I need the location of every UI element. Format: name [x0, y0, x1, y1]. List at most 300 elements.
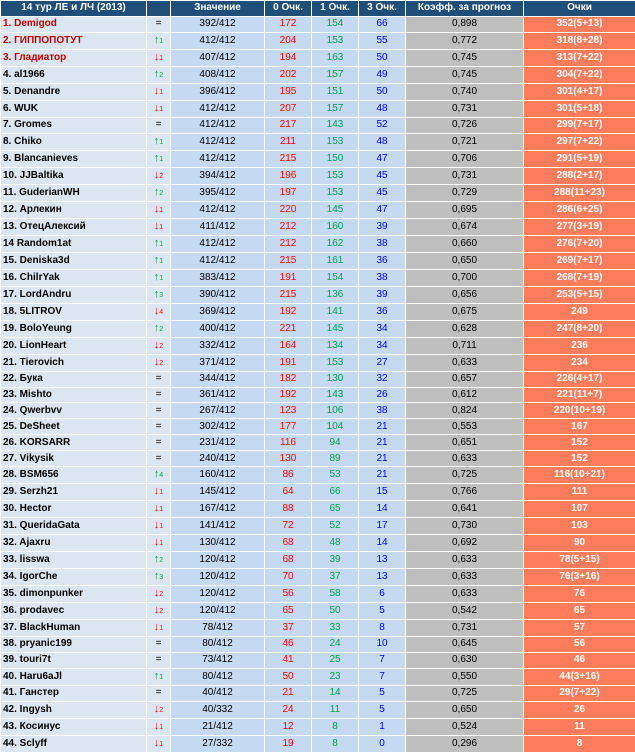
coefficient-cell: 0,524 — [406, 718, 524, 735]
value-cell: 40/412 — [171, 685, 265, 701]
header-row — [1, 1, 635, 17]
position-change — [147, 167, 171, 184]
equal-sign: = — [156, 119, 162, 130]
value-cell: 120/412 — [171, 586, 265, 603]
position-change-count: 2 — [159, 360, 163, 367]
three-points-cell: 26 — [359, 387, 406, 403]
position-change-count: 1 — [159, 241, 163, 248]
player-name: 39. touri7t — [1, 652, 147, 668]
points-cell: 301(5+18) — [524, 100, 635, 117]
zero-points-cell: 65 — [265, 603, 312, 620]
position-change-count: 1 — [159, 55, 163, 62]
position-change — [147, 100, 171, 117]
position-change — [147, 235, 171, 252]
position-change — [147, 32, 171, 49]
one-point-cell: 161 — [312, 252, 359, 269]
value-cell: 369/412 — [171, 303, 265, 320]
value-cell: 21/412 — [171, 718, 265, 735]
table-row — [1, 235, 635, 252]
table-row — [1, 735, 635, 752]
points-cell: 103 — [524, 518, 635, 535]
zero-points-cell: 64 — [265, 484, 312, 501]
coefficient-cell: 0,633 — [406, 586, 524, 603]
position-change — [147, 150, 171, 167]
coefficient-cell: 0,633 — [406, 569, 524, 586]
player-name: 2. ГИППОПОТУТ — [1, 32, 147, 49]
one-point-cell: 53 — [312, 467, 359, 484]
coefficient-cell: 0,700 — [406, 269, 524, 286]
player-name: 20. LionHeart — [1, 337, 147, 354]
value-cell: 145/412 — [171, 484, 265, 501]
value-cell: 412/412 — [171, 133, 265, 150]
player-name: 3. Гладиатор — [1, 49, 147, 66]
zero-points-cell: 12 — [265, 718, 312, 735]
three-points-cell: 55 — [359, 32, 406, 49]
points-cell: 297(7+22) — [524, 133, 635, 150]
points-cell: 107 — [524, 501, 635, 518]
player-name: 21. Tierovich — [1, 354, 147, 371]
zero-points-cell: 197 — [265, 184, 312, 201]
one-point-cell: 58 — [312, 586, 359, 603]
arrow-down-icon: ↓ — [154, 220, 160, 232]
three-points-cell: 50 — [359, 83, 406, 100]
three-points-cell: 15 — [359, 484, 406, 501]
value-cell: 40/332 — [171, 701, 265, 718]
value-cell: 407/412 — [171, 49, 265, 66]
value-cell: 344/412 — [171, 371, 265, 387]
zero-points-cell: 194 — [265, 49, 312, 66]
coefficient-cell: 0,731 — [406, 100, 524, 117]
position-change — [147, 83, 171, 100]
position-change — [147, 117, 171, 133]
value-cell: 120/412 — [171, 552, 265, 569]
points-cell: 313(7+22) — [524, 49, 635, 66]
zero-points-cell: 130 — [265, 451, 312, 467]
table-row — [1, 518, 635, 535]
points-cell: 288(2+17) — [524, 167, 635, 184]
zero-points-cell: 195 — [265, 83, 312, 100]
zero-points-cell: 41 — [265, 652, 312, 668]
coefficient-cell: 0,542 — [406, 603, 524, 620]
three-points-cell: 45 — [359, 184, 406, 201]
one-point-cell: 143 — [312, 387, 359, 403]
one-point-cell: 160 — [312, 218, 359, 235]
zero-points-cell: 21 — [265, 685, 312, 701]
three-points-cell: 39 — [359, 218, 406, 235]
player-name: 26. KORSARR — [1, 435, 147, 451]
one-point-cell: 39 — [312, 552, 359, 569]
zero-points-cell: 221 — [265, 320, 312, 337]
coefficient-cell: 0,731 — [406, 167, 524, 184]
position-change-count: 1 — [159, 625, 163, 632]
coefficient-cell: 0,731 — [406, 620, 524, 637]
equal-sign: = — [156, 437, 162, 448]
position-change-count: 1 — [159, 139, 163, 146]
coefficient-cell: 0,898 — [406, 16, 524, 32]
position-change — [147, 303, 171, 320]
table-row — [1, 184, 635, 201]
table-row — [1, 337, 635, 354]
position-change — [147, 569, 171, 586]
value-cell: 361/412 — [171, 387, 265, 403]
arrow-down-icon: ↓ — [154, 536, 160, 548]
position-change — [147, 133, 171, 150]
one-point-cell: 25 — [312, 652, 359, 668]
position-change — [147, 16, 171, 32]
value-cell: 394/412 — [171, 167, 265, 184]
zero-points-cell: 191 — [265, 269, 312, 286]
position-change-count: 4 — [159, 309, 163, 316]
table-row — [1, 569, 635, 586]
position-change — [147, 337, 171, 354]
player-name: 37. BlackHuman — [1, 620, 147, 637]
zero-points-cell: 56 — [265, 586, 312, 603]
table-title: 14 тур ЛЕ и ЛЧ (2013) — [1, 1, 147, 17]
equal-sign: = — [156, 453, 162, 464]
position-change — [147, 467, 171, 484]
coefficient-cell: 0,650 — [406, 252, 524, 269]
table-row — [1, 718, 635, 735]
zero-points-cell: 50 — [265, 668, 312, 685]
position-change — [147, 603, 171, 620]
position-change-count: 2 — [159, 608, 163, 615]
table-row — [1, 419, 635, 435]
three-points-cell: 21 — [359, 435, 406, 451]
position-change — [147, 668, 171, 685]
three-points-cell: 34 — [359, 337, 406, 354]
table-row — [1, 652, 635, 668]
value-cell: 371/412 — [171, 354, 265, 371]
three-points-cell: 49 — [359, 66, 406, 83]
player-name: 34. IgorChe — [1, 569, 147, 586]
value-cell: 412/412 — [171, 100, 265, 117]
coefficient-cell: 0,550 — [406, 668, 524, 685]
one-point-cell: 104 — [312, 419, 359, 435]
three-points-cell: 38 — [359, 235, 406, 252]
coefficient-cell: 0,633 — [406, 354, 524, 371]
zero-points-cell: 202 — [265, 66, 312, 83]
coefficient-cell: 0,726 — [406, 117, 524, 133]
one-point-cell: 33 — [312, 620, 359, 637]
points-cell: 152 — [524, 451, 635, 467]
table-row — [1, 150, 635, 167]
position-change-count: 1 — [159, 674, 163, 681]
three-points-cell: 1 — [359, 718, 406, 735]
position-change — [147, 371, 171, 387]
position-change — [147, 66, 171, 83]
position-change-count: 1 — [159, 207, 163, 214]
points-cell: 318(8+28) — [524, 32, 635, 49]
one-point-cell: 37 — [312, 569, 359, 586]
coefficient-cell: 0,766 — [406, 484, 524, 501]
position-change-count: 1 — [159, 38, 163, 45]
table-row — [1, 66, 635, 83]
value-cell: 412/412 — [171, 201, 265, 218]
three-points-cell: 6 — [359, 586, 406, 603]
arrow-up-icon: ↑ — [154, 322, 160, 334]
three-points-cell: 50 — [359, 49, 406, 66]
points-cell: 26 — [524, 701, 635, 718]
coefficient-cell: 0,630 — [406, 652, 524, 668]
three-points-cell: 8 — [359, 620, 406, 637]
table-row — [1, 387, 635, 403]
one-point-cell: 52 — [312, 518, 359, 535]
one-point-cell: 136 — [312, 286, 359, 303]
position-change-count: 1 — [159, 106, 163, 113]
arrow-down-icon: ↓ — [154, 169, 160, 181]
points-cell: 253(5+15) — [524, 286, 635, 303]
coefficient-cell: 0,695 — [406, 201, 524, 218]
player-name: 25. DeSheet — [1, 419, 147, 435]
value-cell: 267/412 — [171, 403, 265, 419]
one-point-cell: 23 — [312, 668, 359, 685]
one-point-cell: 65 — [312, 501, 359, 518]
player-name: 32. Ajaxru — [1, 535, 147, 552]
player-name: 27. Vikysik — [1, 451, 147, 467]
position-change-count: 1 — [159, 523, 163, 530]
one-point-cell: 48 — [312, 535, 359, 552]
player-name: 11. GuderianWH — [1, 184, 147, 201]
coefficient-cell: 0,645 — [406, 637, 524, 653]
position-change-count: 2 — [159, 173, 163, 180]
three-points-cell: 21 — [359, 451, 406, 467]
one-point-cell: 154 — [312, 16, 359, 32]
header-three-points: 3 Очк. — [359, 1, 406, 17]
header-coefficient: Коэфф. за прогноз — [406, 1, 524, 17]
points-cell: 220(10+19) — [524, 403, 635, 419]
position-change-count: 1 — [159, 741, 163, 748]
player-name: 41. Ганстер — [1, 685, 147, 701]
points-cell: 167 — [524, 419, 635, 435]
zero-points-cell: 191 — [265, 354, 312, 371]
table-row — [1, 252, 635, 269]
table-row — [1, 133, 635, 150]
points-cell: 57 — [524, 620, 635, 637]
position-change — [147, 184, 171, 201]
equal-sign: = — [156, 389, 162, 400]
one-point-cell: 134 — [312, 337, 359, 354]
player-name: 8. Chiko — [1, 133, 147, 150]
zero-points-cell: 217 — [265, 117, 312, 133]
one-point-cell: 153 — [312, 32, 359, 49]
three-points-cell: 47 — [359, 150, 406, 167]
coefficient-cell: 0,824 — [406, 403, 524, 419]
coefficient-cell: 0,692 — [406, 535, 524, 552]
zero-points-cell: 46 — [265, 637, 312, 653]
one-point-cell: 163 — [312, 49, 359, 66]
points-cell: 226(4+17) — [524, 371, 635, 387]
zero-points-cell: 192 — [265, 303, 312, 320]
coefficient-cell: 0,657 — [406, 371, 524, 387]
three-points-cell: 47 — [359, 201, 406, 218]
coefficient-cell: 0,651 — [406, 435, 524, 451]
points-cell: 247(8+20) — [524, 320, 635, 337]
coefficient-cell: 0,772 — [406, 32, 524, 49]
coefficient-cell: 0,296 — [406, 735, 524, 752]
one-point-cell: 50 — [312, 603, 359, 620]
player-name: 1. Demigod — [1, 16, 147, 32]
points-cell: 249 — [524, 303, 635, 320]
position-change-count: 1 — [159, 275, 163, 282]
zero-points-cell: 212 — [265, 235, 312, 252]
table-row — [1, 269, 635, 286]
equal-sign: = — [156, 638, 162, 649]
player-name: 10. JJBaltika — [1, 167, 147, 184]
table-row — [1, 685, 635, 701]
three-points-cell: 48 — [359, 100, 406, 117]
value-cell: 231/412 — [171, 435, 265, 451]
zero-points-cell: 70 — [265, 569, 312, 586]
three-points-cell: 10 — [359, 637, 406, 653]
player-name: 31. QueridaGata — [1, 518, 147, 535]
position-change-count: 2 — [159, 343, 163, 350]
three-points-cell: 17 — [359, 518, 406, 535]
arrow-down-icon: ↓ — [154, 621, 160, 633]
table-row — [1, 603, 635, 620]
one-point-cell: 130 — [312, 371, 359, 387]
points-cell: 29(7+22) — [524, 685, 635, 701]
zero-points-cell: 37 — [265, 620, 312, 637]
points-cell: 234 — [524, 354, 635, 371]
player-name: 33. lisswa — [1, 552, 147, 569]
table-row — [1, 167, 635, 184]
value-cell: 73/412 — [171, 652, 265, 668]
position-change — [147, 484, 171, 501]
table-row — [1, 484, 635, 501]
three-points-cell: 36 — [359, 252, 406, 269]
zero-points-cell: 68 — [265, 552, 312, 569]
value-cell: 412/412 — [171, 117, 265, 133]
zero-points-cell: 215 — [265, 286, 312, 303]
equal-sign: = — [156, 687, 162, 698]
zero-points-cell: 204 — [265, 32, 312, 49]
arrow-down-icon: ↓ — [154, 339, 160, 351]
value-cell: 395/412 — [171, 184, 265, 201]
points-cell: 276(7+20) — [524, 235, 635, 252]
value-cell: 120/412 — [171, 603, 265, 620]
position-change-count: 2 — [159, 72, 163, 79]
table-row — [1, 100, 635, 117]
points-cell: 8 — [524, 735, 635, 752]
position-change — [147, 435, 171, 451]
table-row — [1, 320, 635, 337]
arrow-down-icon: ↓ — [154, 703, 160, 715]
one-point-cell: 66 — [312, 484, 359, 501]
three-points-cell: 38 — [359, 403, 406, 419]
value-cell: 167/412 — [171, 501, 265, 518]
one-point-cell: 162 — [312, 235, 359, 252]
header-points: Очки — [524, 1, 635, 17]
one-point-cell: 8 — [312, 735, 359, 752]
position-change-count: 1 — [159, 156, 163, 163]
zero-points-cell: 192 — [265, 387, 312, 403]
coefficient-cell: 0,730 — [406, 518, 524, 535]
coefficient-cell: 0,656 — [406, 286, 524, 303]
zero-points-cell: 220 — [265, 201, 312, 218]
zero-points-cell: 207 — [265, 100, 312, 117]
coefficient-cell: 0,706 — [406, 150, 524, 167]
coefficient-cell: 0,633 — [406, 451, 524, 467]
equal-sign: = — [156, 373, 162, 384]
arrow-up-icon: ↑ — [154, 34, 160, 46]
coefficient-cell: 0,674 — [406, 218, 524, 235]
table-row — [1, 218, 635, 235]
position-change — [147, 320, 171, 337]
three-points-cell: 27 — [359, 354, 406, 371]
player-name: 6. WUK — [1, 100, 147, 117]
arrow-up-icon: ↑ — [154, 271, 160, 283]
value-cell: 332/412 — [171, 337, 265, 354]
zero-points-cell: 215 — [265, 252, 312, 269]
table-row — [1, 467, 635, 484]
table-row — [1, 16, 635, 32]
header-zero-points: 0 Очк. — [265, 1, 312, 17]
position-change-count: 1 — [159, 89, 163, 96]
value-cell: 411/412 — [171, 218, 265, 235]
points-cell: 301(4+17) — [524, 83, 635, 100]
position-change — [147, 286, 171, 303]
position-change — [147, 354, 171, 371]
arrow-up-icon: ↑ — [154, 237, 160, 249]
position-change-count: 3 — [159, 574, 163, 581]
value-cell: 412/412 — [171, 252, 265, 269]
position-change — [147, 652, 171, 668]
points-cell: 11 — [524, 718, 635, 735]
arrow-up-icon: ↑ — [154, 152, 160, 164]
player-name: 23. Mishto — [1, 387, 147, 403]
arrow-down-icon: ↓ — [154, 51, 160, 63]
position-change-count: 1 — [159, 224, 163, 231]
one-point-cell: 151 — [312, 83, 359, 100]
position-change — [147, 49, 171, 66]
value-cell: 160/412 — [171, 467, 265, 484]
points-cell: 65 — [524, 603, 635, 620]
table-row — [1, 701, 635, 718]
points-cell: 299(7+17) — [524, 117, 635, 133]
equal-sign: = — [156, 654, 162, 665]
three-points-cell: 48 — [359, 133, 406, 150]
coefficient-cell: 0,612 — [406, 387, 524, 403]
coefficient-cell: 0,641 — [406, 501, 524, 518]
player-name: 24. Qwerbvv — [1, 403, 147, 419]
position-change-count: 1 — [159, 258, 163, 265]
points-cell: 288(11+23) — [524, 184, 635, 201]
arrow-down-icon: ↓ — [154, 85, 160, 97]
position-change-count: 4 — [159, 472, 163, 479]
position-change — [147, 735, 171, 752]
position-change-count: 2 — [159, 591, 163, 598]
player-name: 15. Deniska3d — [1, 252, 147, 269]
table-row — [1, 83, 635, 100]
points-cell: 352(5+13) — [524, 16, 635, 32]
zero-points-cell: 211 — [265, 133, 312, 150]
equal-sign: = — [156, 405, 162, 416]
table-row — [1, 586, 635, 603]
points-cell: 291(5+19) — [524, 150, 635, 167]
table-row — [1, 535, 635, 552]
zero-points-cell: 86 — [265, 467, 312, 484]
table-row — [1, 501, 635, 518]
value-cell: 392/412 — [171, 16, 265, 32]
coefficient-cell: 0,745 — [406, 66, 524, 83]
coefficient-cell: 0,721 — [406, 133, 524, 150]
arrow-down-icon: ↓ — [154, 587, 160, 599]
coefficient-cell: 0,725 — [406, 685, 524, 701]
table-row — [1, 403, 635, 419]
three-points-cell: 14 — [359, 535, 406, 552]
points-cell: 116(10+21) — [524, 467, 635, 484]
three-points-cell: 7 — [359, 652, 406, 668]
